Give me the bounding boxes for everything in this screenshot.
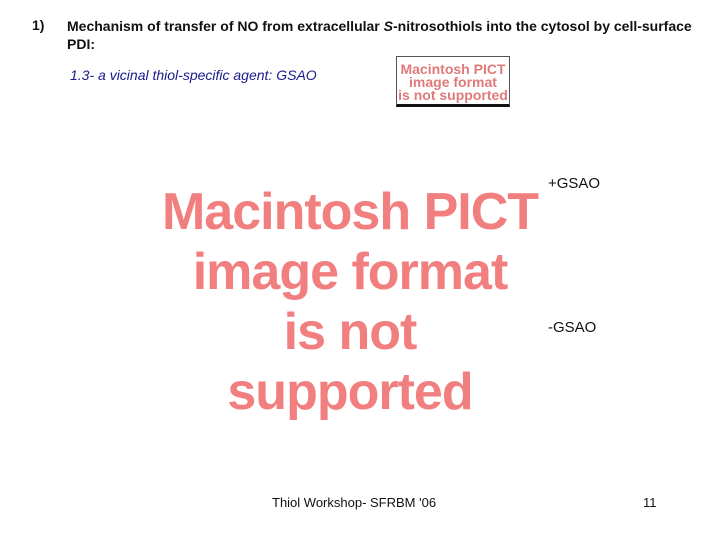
small-placeholder-line-1: Macintosh PICT (400, 61, 506, 77)
plus-gsao-label: +GSAO (548, 175, 601, 192)
small-placeholder-line-3: is not supported (398, 87, 508, 103)
small-image-placeholder (396, 56, 510, 107)
large-placeholder-line-1: Macintosh PICT (161, 183, 539, 241)
large-placeholder-line-2: image format (192, 243, 508, 301)
page-number: 11 (643, 495, 657, 510)
slide-title (67, 17, 707, 53)
minus-gsao-label: -GSAO (548, 319, 597, 336)
large-placeholder-line-3: is not supported (227, 303, 473, 421)
title-text-1: Mechanism of transfer of NO from extracellular (67, 18, 384, 34)
title-text-2: -nitrosothiols into the cytosol by cell-surface PDI: (67, 18, 692, 52)
item-number: 1) (32, 17, 45, 33)
small-placeholder-line-2: image format (409, 74, 497, 90)
slide-subtitle: 1.3- a vicinal thiol-specific agent: GSAO (70, 67, 317, 83)
footer-text: Thiol Workshop- SFRBM '06 (272, 495, 437, 510)
title-italic-s: S (383, 18, 393, 34)
large-image-placeholder (160, 182, 540, 421)
